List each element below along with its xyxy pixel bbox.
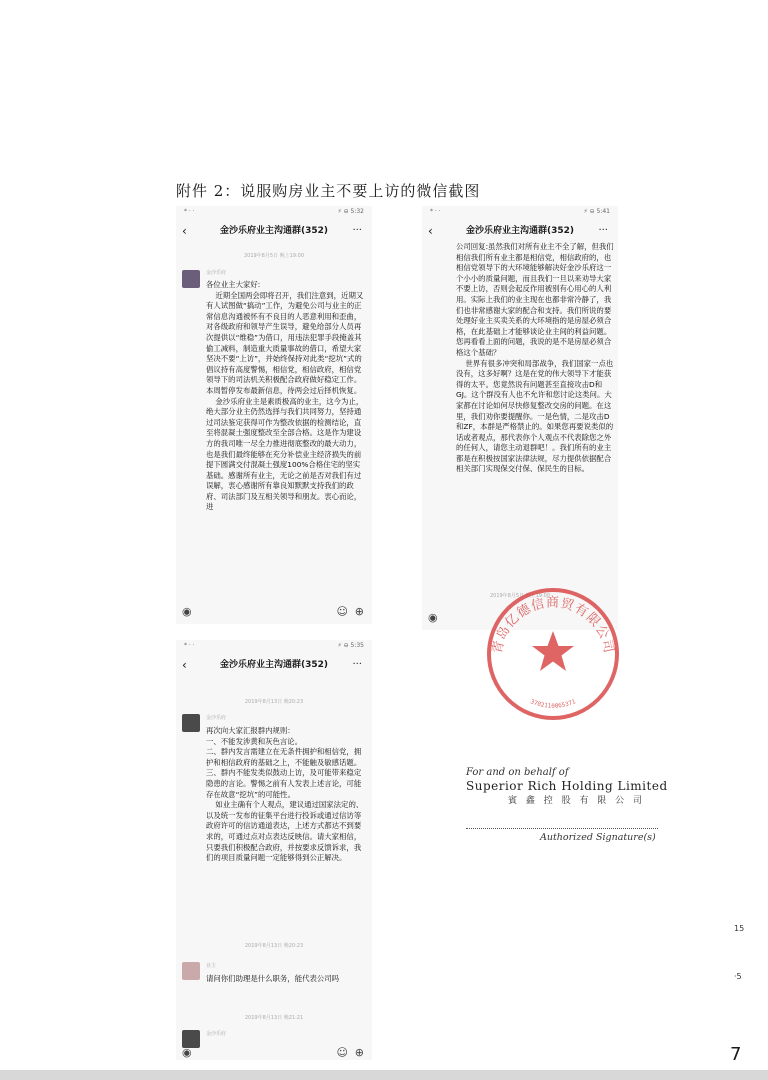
seal-number: 3702110065371 <box>529 698 577 710</box>
message-time: 2019年8月13日 晚21:21 <box>244 1015 304 1021</box>
edge-mark: ·5 <box>734 972 742 981</box>
voice-icon[interactable]: ◉ <box>182 605 192 618</box>
sender-name: 金沙乐府 <box>206 270 227 276</box>
wechat-screenshot-1 <box>176 206 372 624</box>
sender-name: 金沙乐府 <box>206 1031 227 1037</box>
edge-mark: 15 <box>734 924 745 933</box>
status-left: * · · <box>184 208 195 215</box>
more-icon[interactable]: ··· <box>352 225 362 236</box>
status-left: * · · <box>184 642 195 649</box>
signature-company: Superior Rich Holding Limited <box>466 779 668 793</box>
group-name: 金沙乐府业主沟通群(352) <box>219 660 328 670</box>
input-bar <box>176 602 372 624</box>
chat-header <box>176 654 372 676</box>
status-bar <box>176 640 372 652</box>
sender-name: 金沙乐府 <box>206 715 227 721</box>
authorized-signature-label: Authorized Signature(s) <box>540 832 656 843</box>
svg-text:3702110065371 <box>529 698 577 710</box>
page-title: 附件 2：说服购房业主不要上访的微信截图 <box>176 182 481 200</box>
voice-icon[interactable]: ◉ <box>428 611 438 624</box>
emoji-icon[interactable]: ☺ <box>336 1046 348 1059</box>
message-text: 各位业主大家好: 近期全国两会即将召开，我们注意到，近期又有人试图做“搞动”工作，为避免公司与业主的正常信息沟通被怀有不良目的人恶意利用和歪曲，对各级政府和领导产生误导，避免给部分人员再次提供以“维稳”为借口，用违法犯罪手段掩盖其偷工减料，制造重大质量事故的借口，希望大家坚决不要“上访”，并始终保持对此类“挖坑”式的倡议持有高度警惕，相信党，相信政府，相信党领导下的司法机关积极配合政府做好稳定工作。本周暂停发布最新信息，待两会过后择机恢复。 金沙乐府业主是素质极高的业主，这今为止，绝大部分业主仍然选择与我们共同努力，坚持通过司法鉴定获得可作为整改依据的检测结论，直至将混凝土强度整改至全部合格。这是作为建设方的我司唯一尽全力推进彻底整改的最大动力，也是我们最终能够在充分补偿业主经济损失的前提下圆满交付混凝土强度100%合格住宅的坚实基础。感谢所有业主，无论之前是否对我们有过误解，衷心感谢所有靠良知默默支持我们的政府、司法部门及互相关领导和朋友。衷心而论，进 <box>206 280 364 512</box>
message-text: 公司回复:虽然我们对所有业主不全了解，但我们相信我们所有业主都是相信党，相信政府的，也相信党领导下的大环境能够解决好金沙乐府这一个小小的质量问题，而且我们一旦以来劝导大家不要上访，否则会起反作用被别有心用心的人利用。实际上我们的业主现在也都非常冷静了，我们也非常感谢大家的配合和支持。我们所说的要处理好业主买卖关系的大环境指的是房屋必须合格，在此基础上才能够谈论业主间的利益问题。您再看看上面的问题，我说的是不是房屋必须合格这个基础？ 世界有很多冲突和局部战争，我们国家一点也没有，这多好啊？这是在党的伟大领导下才能获得的太平。您竟然说有问题甚至直接攻击D和GJ。这个群没有人也不允许和您讨论这类问。大家都在讨论如何尽快修复整改交房的问题。在这里，我们劝你要提醒你。一是色情，二是攻击D和ZF，本群是严格禁止的。如果您再要说类似的话或者观点，那代表你个人观点不代表除您之外的任何人，请您主动退群吧！。我们所有的业主都是在积极按国家法律法规，尽力提供依据配合相关部门实现保交付保、保民生的目标。 <box>456 242 614 474</box>
more-icon[interactable]: ··· <box>352 659 362 670</box>
wechat-screenshot-2 <box>422 206 618 630</box>
chat-header <box>422 220 618 242</box>
back-icon[interactable]: ‹ <box>182 224 187 238</box>
signature-company-cn: 賓 鑫 控 股 有 限 公 司 <box>508 796 646 806</box>
more-icon[interactable]: ··· <box>598 225 608 236</box>
group-name: 金沙乐府业主沟通群(352) <box>465 226 574 236</box>
message-time: 2019年8月13日 晚20:23 <box>244 943 304 949</box>
status-bar <box>176 206 372 218</box>
page-number: 7 <box>730 1044 742 1065</box>
emoji-icon[interactable]: ☺ <box>336 605 348 618</box>
input-bar <box>176 1046 372 1060</box>
message-time: 2019年8月5日 晚上19:00 <box>243 253 305 259</box>
sender-name: 业主 <box>206 963 217 969</box>
status-left: * · · <box>430 208 441 215</box>
seal-text: 青岛亿德信商贸有限公司 <box>489 595 617 656</box>
status-right: ⚡ ⊖ 5:35 <box>337 642 364 649</box>
add-icon[interactable]: ⊕ <box>354 1046 364 1059</box>
group-name: 金沙乐府业主沟通群(352) <box>219 226 328 236</box>
back-icon[interactable]: ‹ <box>182 658 187 672</box>
avatar <box>182 714 200 732</box>
back-icon[interactable]: ‹ <box>428 224 433 238</box>
company-seal <box>484 585 622 723</box>
status-right: ⚡ ⊖ 5:32 <box>337 208 364 215</box>
signature-for: For and on behalf of <box>466 767 569 778</box>
wechat-screenshot-3 <box>176 640 372 1060</box>
message-time: 2019年8月5日 晚上19:00 <box>489 593 551 599</box>
add-icon[interactable]: ⊕ <box>354 605 364 618</box>
message-time: 2019年8月13日 晚20:23 <box>244 699 304 705</box>
voice-icon[interactable]: ◉ <box>182 1046 192 1059</box>
status-bar <box>422 206 618 218</box>
avatar <box>182 270 200 288</box>
chat-header <box>176 220 372 242</box>
avatar <box>182 962 200 980</box>
message-text: 请问你们助理是什么职务，能代表公司吗 <box>206 974 340 983</box>
seal-star <box>532 631 574 671</box>
status-right: ⚡ ⊖ 5:41 <box>583 208 610 215</box>
bottom-band <box>0 1070 768 1080</box>
signature-line <box>466 828 658 829</box>
message-text: 再次向大家汇报群内规则： 一、不能发涉黄和灰色言论。 二、群内发言需建立在无条件拥护和相信党，拥护和相信政府的基础之上，不能触及敏感话题。 三、群内不能发类似鼓动上访，及可能带来稳定隐患的言论。警惕之前有人发表上述言论，可能存在故意“挖坑”的可能性。 如业主确有个人观点，建议通过国家法定的、以及统一发布的征集平台进行投诉或通过信访等政府许可的信访通道表达，上述方式都达不到要求的，可通过点对点表达反映信。请大家相信，只要我们积极配合政府，并按要求反馈诉求，我们的项目质量问题一定能够得到公正解决。 <box>206 726 364 863</box>
